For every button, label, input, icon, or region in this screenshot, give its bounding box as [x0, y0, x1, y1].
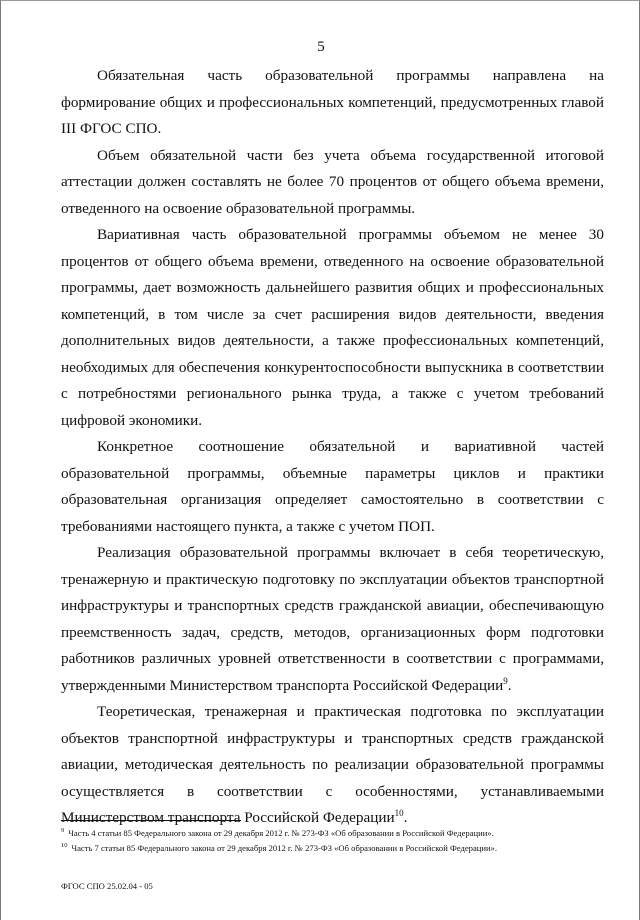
- paragraph-text: Реализация образовательной программы включает в себя теоретическую, тренажерную и практическую подготовку по эксплуатации объектов транспортной инфраструктуры и транспортных средств гражданской авиации, обеспечивающую преемственность задач, средств, методов, организационных форм подготовки работников различных уровней ответственности в соответствии с программами, утвержденными Министерством транспорта Российской Федерации: [61, 544, 604, 694]
- document-code: ФГОС СПО 25.02.04 - 05: [61, 881, 153, 891]
- footnote-item: [61, 842, 621, 854]
- paragraph-text: Вариативная часть образовательной программы объемом не менее 30 процентов от общего объема времени, отведенного на освоение образовательной программы, дает возможность дальнейшего развития общих и профессиональных компетенций, в том числе за счет расширения видов деятельности, введения дополнительных видов деятельности, а также профессиональных компетенций, необходимых для обеспечения конкурентоспособности выпускника в соответствии с потребностями регионального рынка труда, а также с учетом требований цифровой экономики.: [61, 226, 604, 429]
- footnote-divider: [61, 820, 241, 821]
- footnote-reference[interactable]: 10: [394, 807, 404, 818]
- footnote-mark: 10: [61, 842, 68, 850]
- footnote-text: Часть 7 статьи 85 Федерального закона от 29 декабря 2012 г. № 273-ФЗ «Об образовании в Российской Федерации».: [71, 843, 498, 853]
- paragraph-tail: .: [507, 676, 512, 694]
- paragraph-text: Объем обязательной части без учета объема государственной итоговой аттестации должен составлять не более 70 процентов от общего объема времени, отведенного на освоение образовательной программы.: [61, 146, 604, 217]
- paragraph-mandatory-volume: [61, 143, 604, 223]
- paragraph-text: Конкретное соотношение обязательной и вариативной частей образовательной программы, объемные параметры циклов и практики образовательная организация определяет самостоятельно в соответствии с требованиями настоящего пункта, а также с учетом ПОП.: [61, 438, 604, 535]
- paragraph-text: Теоретическая, тренажерная и практическая подготовка по эксплуатации объектов транспортной инфраструктуры и транспортных средств гражданской авиации, методическая деятельность по реализации образовательной программы осуществляется в соответствии с особенностями, устанавливаемыми Министерством транспорта Российской Федерации: [61, 703, 604, 826]
- footnote-mark: 9: [61, 827, 65, 835]
- paragraph-mandatory-part: [61, 63, 604, 143]
- paragraph-implementation: [61, 540, 604, 699]
- footnote-text: Часть 4 статьи 85 Федерального закона от 29 декабря 2012 г. № 273-ФЗ «Об образовании в Российской Федерации».: [68, 828, 494, 838]
- footnote-item: [61, 827, 621, 839]
- paragraph-text: Обязательная часть образовательной программы направлена на формирование общих и профессиональных компетенций, предусмотренных главой III ФГОС СПО.: [61, 67, 604, 137]
- page-number: 5: [317, 39, 325, 55]
- paragraph-tail: .: [403, 809, 408, 826]
- paragraph-ratio: [61, 434, 604, 540]
- paragraph-variable-part: [61, 222, 604, 434]
- footnotes: [61, 827, 621, 857]
- footnote-reference[interactable]: 9: [503, 675, 508, 686]
